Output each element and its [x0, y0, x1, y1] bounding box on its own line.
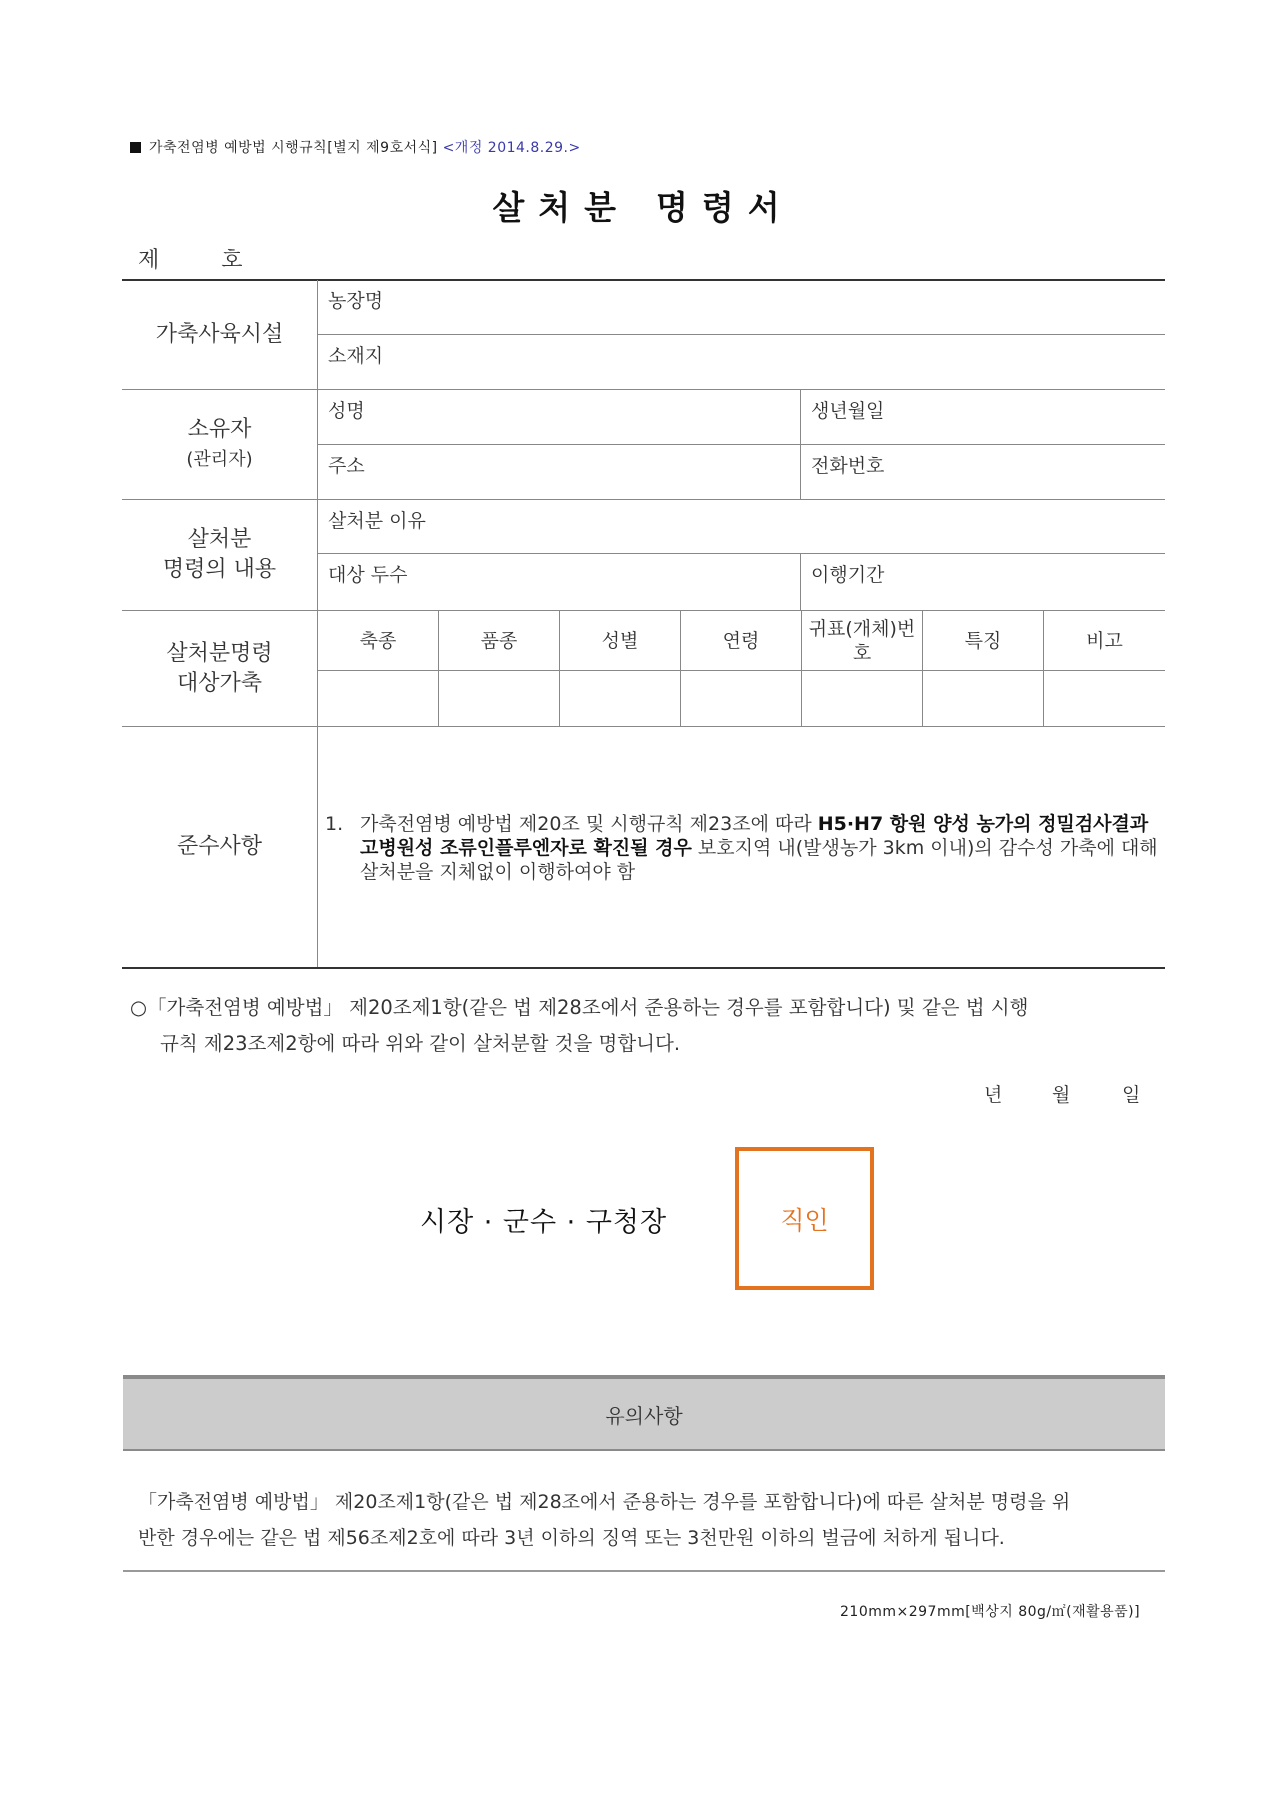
- livestock-column-header: 연령: [681, 611, 802, 671]
- regulation-reference: 가축전염병 예방법 시행규칙[별지 제9호서식]: [149, 140, 438, 156]
- reason-label: 살처분 이유: [328, 510, 426, 532]
- order-content-label-line1: 살처분: [187, 527, 252, 552]
- document-number: [138, 243, 243, 274]
- livestock-data-cell[interactable]: [681, 671, 802, 727]
- doc-number-suffix: 호: [221, 248, 243, 273]
- farm-name-field[interactable]: [318, 280, 1165, 335]
- order-statement-line2: 규칙 제23조제2항에 따라 위와 같이 살처분할 것을 명합니다.: [160, 1032, 681, 1055]
- birth-date-label: 생년월일: [811, 400, 885, 422]
- livestock-data-cell[interactable]: [802, 671, 923, 727]
- order-statement: [130, 990, 1165, 1062]
- compliance-text: [325, 812, 1160, 884]
- notes-line2: 반한 경우에는 같은 법 제56조제2호에 따라 3년 이하의 징역 또는 3천만원 이하의 벌금에 처하게 됩니다.: [138, 1527, 1005, 1549]
- compliance-text-plain1: 가축전염병 예방법 제20조 및 시행규칙 제23조에 따라: [360, 813, 812, 835]
- livestock-column-header: 품종: [439, 611, 560, 671]
- birth-date-field[interactable]: [801, 390, 1165, 445]
- livestock-data-cell[interactable]: [439, 671, 560, 727]
- notes-heading-text: 유의사항: [605, 1403, 683, 1428]
- seal-label: 직인: [780, 1205, 829, 1235]
- title-part1: 살처분: [492, 188, 630, 227]
- location-label: 소재지: [328, 345, 384, 367]
- head-count-field[interactable]: [318, 554, 801, 611]
- livestock-column-header: 귀표(개체)번호: [802, 611, 923, 671]
- title-part2: 명령서: [656, 188, 794, 227]
- livestock-column-header: 비고: [1044, 611, 1165, 671]
- date-day[interactable]: 일: [1122, 1084, 1141, 1106]
- reason-field[interactable]: [318, 500, 1165, 554]
- compliance-text-bold: H5·H7 항원 양성 농가의 정밀검사결과 고병원성 조류인플루엔자로 확진될 경우: [360, 813, 1149, 859]
- address-label: 주소: [328, 455, 365, 477]
- order-content-label: [122, 500, 318, 610]
- owner-row: [122, 390, 1165, 500]
- address-field[interactable]: [318, 445, 801, 500]
- livestock-data-cell[interactable]: [560, 671, 681, 727]
- compliance-label: 준수사항: [122, 727, 318, 967]
- location-field[interactable]: [318, 335, 1165, 390]
- head-count-label: 대상 두수: [328, 564, 408, 586]
- owner-label-sub: (관리자): [186, 448, 253, 470]
- facility-label: 가축사육시설: [122, 280, 318, 389]
- date-month[interactable]: 월: [1052, 1084, 1071, 1106]
- period-label: 이행기간: [811, 564, 885, 586]
- compliance-item-number: 1.: [325, 813, 344, 835]
- notes-heading: [123, 1375, 1165, 1451]
- compliance-text-plain2: 보호지역 내(발생농가 3km 이내)의 감수성 가축에 대해 살처분을 지체없이 이행하여야 함: [360, 837, 1158, 883]
- compliance-item-text: [330, 812, 1160, 884]
- phone-field[interactable]: [801, 445, 1165, 500]
- black-square-icon: [130, 142, 141, 153]
- owner-name-label: 성명: [328, 400, 365, 422]
- doc-number-prefix: 제: [138, 248, 160, 273]
- farm-name-label: 농장명: [328, 290, 384, 312]
- order-statement-line1: [130, 990, 1165, 1026]
- issuing-authority: 시장 · 군수 · 구청장: [420, 1207, 668, 1238]
- revision-date: <개정 2014.8.29.>: [442, 140, 581, 156]
- livestock-data-cell[interactable]: [923, 671, 1044, 727]
- livestock-column-header: 특징: [923, 611, 1044, 671]
- target-livestock-label: [122, 611, 318, 726]
- official-seal-box: [735, 1147, 874, 1290]
- facility-row: [122, 280, 1165, 390]
- target-livestock-label-line2: 대상가축: [176, 670, 262, 696]
- livestock-column-header: 성별: [560, 611, 681, 671]
- owner-label: [122, 390, 318, 499]
- livestock-data-cell[interactable]: [318, 671, 439, 727]
- form-reference: [130, 137, 581, 157]
- bottom-divider: [123, 1570, 1165, 1572]
- order-content-row: [122, 500, 1165, 611]
- target-livestock-row: [122, 611, 1165, 727]
- target-livestock-label-line1: 살처분명령: [166, 640, 273, 666]
- date-year[interactable]: 년: [984, 1084, 1003, 1106]
- period-field[interactable]: [801, 554, 1165, 611]
- livestock-column-header: 축종: [318, 611, 439, 671]
- order-line1-text: 「가축전염병 예방법」 제20조제1항(같은 법 제28조에서 준용하는 경우를 포함합니다) 및 같은 법 시행: [147, 996, 1029, 1019]
- owner-name-field[interactable]: [318, 390, 801, 445]
- order-content-label-line2: 명령의 내용: [162, 557, 277, 582]
- livestock-data-cell[interactable]: [1044, 671, 1165, 727]
- owner-label-main: 소유자: [187, 416, 252, 442]
- paper-spec: 210mm×297mm[백상지 80g/㎡(재활용품)]: [840, 1604, 1141, 1620]
- page-title: [0, 182, 1286, 229]
- notes-line1: 「가축전염병 예방법」 제20조제1항(같은 법 제28조에서 준용하는 경우를 포함합니다)에 따른 살처분 명령을 위: [138, 1491, 1071, 1513]
- phone-label: 전화번호: [811, 455, 885, 477]
- notes-body: [138, 1484, 1168, 1556]
- circle-bullet-icon: ○: [130, 996, 148, 1019]
